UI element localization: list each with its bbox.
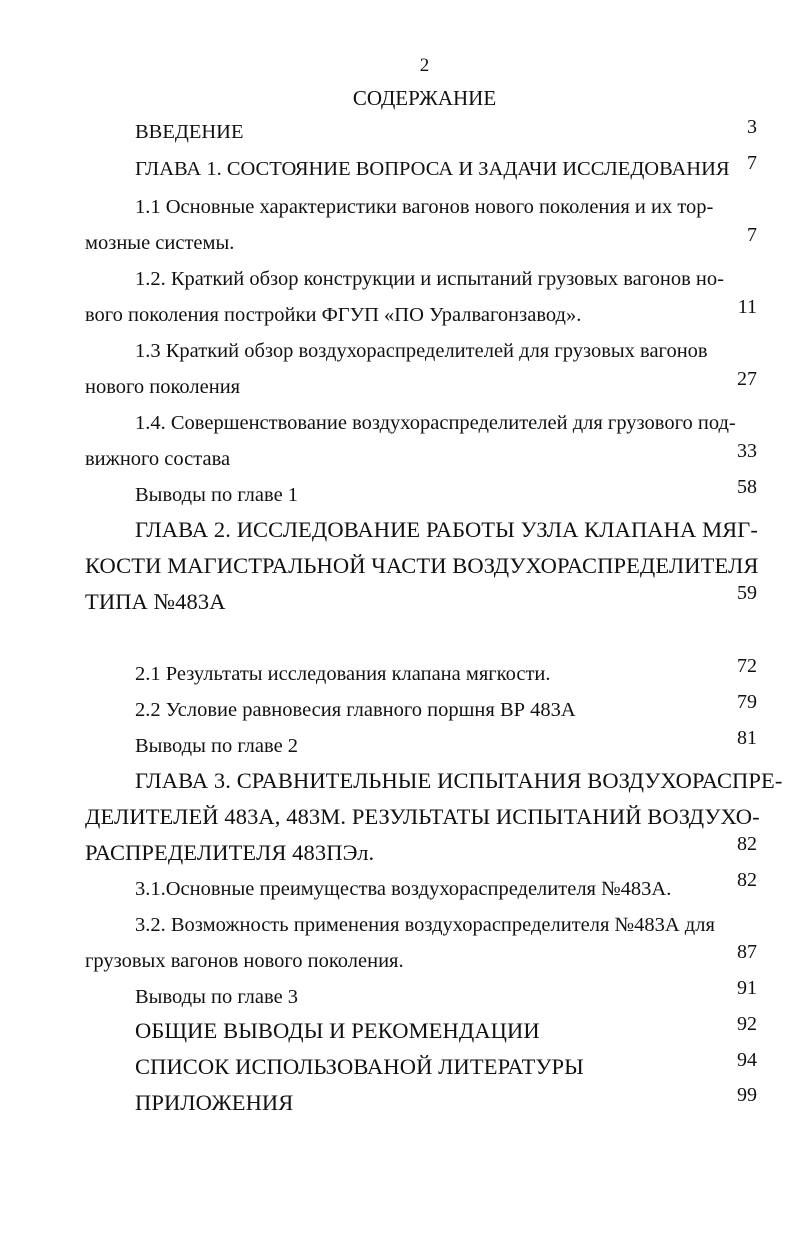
toc-page-1-4: 33 xyxy=(737,440,757,462)
toc-entry-1-2-line-1: 1.2. Краткий обзор конструкции и испытаний грузовых вагонов но- xyxy=(135,268,724,290)
toc-page-general-conclusions: 92 xyxy=(737,1013,757,1035)
toc-entry-chapter-3-line-2: ДЕЛИТЕЛЕЙ 483А, 483М. РЕЗУЛЬТАТЫ ИСПЫТАНИЙ ВОЗДУХО- xyxy=(85,804,760,829)
toc-entry-chapter-2-line-2: КОСТИ МАГИСТРАЛЬНОЙ ЧАСТИ ВОЗДУХОРАСПРЕДЕЛИТЕЛЯ xyxy=(85,553,759,578)
toc-entry-chapter-2-line-1: ГЛАВА 2. ИССЛЕДОВАНИЕ РАБОТЫ УЗЛА КЛАПАНА МЯГ- xyxy=(135,517,758,542)
toc-entry-1-2-line-2: вого поколения постройки ФГУП «ПО Уралвагонзавод». xyxy=(85,304,582,326)
toc-entry-conclusions-3: Выводы по главе 3 xyxy=(135,986,299,1008)
toc-entry-appendices: ПРИЛОЖЕНИЯ xyxy=(135,1090,294,1115)
toc-page-conclusions-1: 58 xyxy=(737,476,757,498)
toc-entry-3-2-line-1: 3.2. Возможность применения воздухораспределителя №483А для xyxy=(135,914,715,936)
toc-page-2-2: 79 xyxy=(737,691,757,713)
toc-entry-1-1-line-1: 1.1 Основные характеристики вагонов нового поколения и их тор- xyxy=(135,196,714,218)
page-number: 2 xyxy=(419,55,430,76)
toc-entry-conclusions-2: Выводы по главе 2 xyxy=(135,735,299,757)
toc-page-chapter-3: 82 xyxy=(737,833,757,855)
toc-entry-chapter-3-line-3: РАСПРЕДЕЛИТЕЛЯ 483ПЭл. xyxy=(85,840,375,865)
toc-entry-1-3-line-2: нового поколения xyxy=(85,376,241,398)
toc-page-chapter-1: 7 xyxy=(747,152,757,174)
toc-entry-1-4-line-1: 1.4. Совершенствование воздухораспределителей для грузового под- xyxy=(135,412,736,434)
toc-page-conclusions-2: 81 xyxy=(737,727,757,749)
toc-page-3-1: 82 xyxy=(737,869,757,891)
toc-page-1-3: 27 xyxy=(737,368,757,390)
toc-entry-1-3-line-1: 1.3 Краткий обзор воздухораспределителей для грузовых вагонов xyxy=(135,340,708,362)
toc-entry-chapter-3-line-1: ГЛАВА 3. СРАВНИТЕЛЬНЫЕ ИСПЫТАНИЯ ВОЗДУХОРАСПРЕ- xyxy=(135,768,783,793)
toc-entry-1-1-line-2: мозные системы. xyxy=(85,232,235,254)
toc-page-3-2: 87 xyxy=(737,941,757,963)
toc-page-references: 94 xyxy=(737,1049,757,1071)
page-title: СОДЕРЖАНИЕ xyxy=(352,86,497,110)
toc-entry-2-1: 2.1 Результаты исследования клапана мягкости. xyxy=(135,663,551,685)
toc-entry-3-2-line-2: грузовых вагонов нового поколения. xyxy=(85,950,404,972)
toc-page-appendices: 99 xyxy=(737,1084,757,1106)
toc-page-2-1: 72 xyxy=(737,655,757,677)
toc-entry-3-1: 3.1.Основные преимущества воздухораспределителя №483А. xyxy=(135,878,672,900)
toc-page-1-2: 11 xyxy=(737,296,757,318)
toc-page-intro: 3 xyxy=(747,116,757,138)
toc-page-chapter-2: 59 xyxy=(737,582,757,604)
toc-entry-1-4-line-2: вижного состава xyxy=(85,448,231,470)
toc-entry-references: СПИСОК ИСПОЛЬЗОВАНОЙ ЛИТЕРАТУРЫ xyxy=(135,1054,584,1079)
toc-entry-chapter-1: ГЛАВА 1. СОСТОЯНИЕ ВОПРОСА И ЗАДАЧИ ИССЛЕДОВАНИЯ xyxy=(135,158,730,180)
toc-entry-chapter-2-line-3: ТИПА №483А xyxy=(85,589,226,614)
toc-entry-general-conclusions: ОБЩИЕ ВЫВОДЫ И РЕКОМЕНДАЦИИ xyxy=(135,1018,540,1043)
toc-entry-intro: ВВЕДЕНИЕ xyxy=(135,121,244,143)
toc-page-conclusions-3: 91 xyxy=(737,977,757,999)
toc-entry-2-2: 2.2 Условие равновесия главного поршня ВР 483А xyxy=(135,699,576,721)
toc-entry-conclusions-1: Выводы по главе 1 xyxy=(135,484,299,506)
toc-page-1-1: 7 xyxy=(747,224,757,246)
